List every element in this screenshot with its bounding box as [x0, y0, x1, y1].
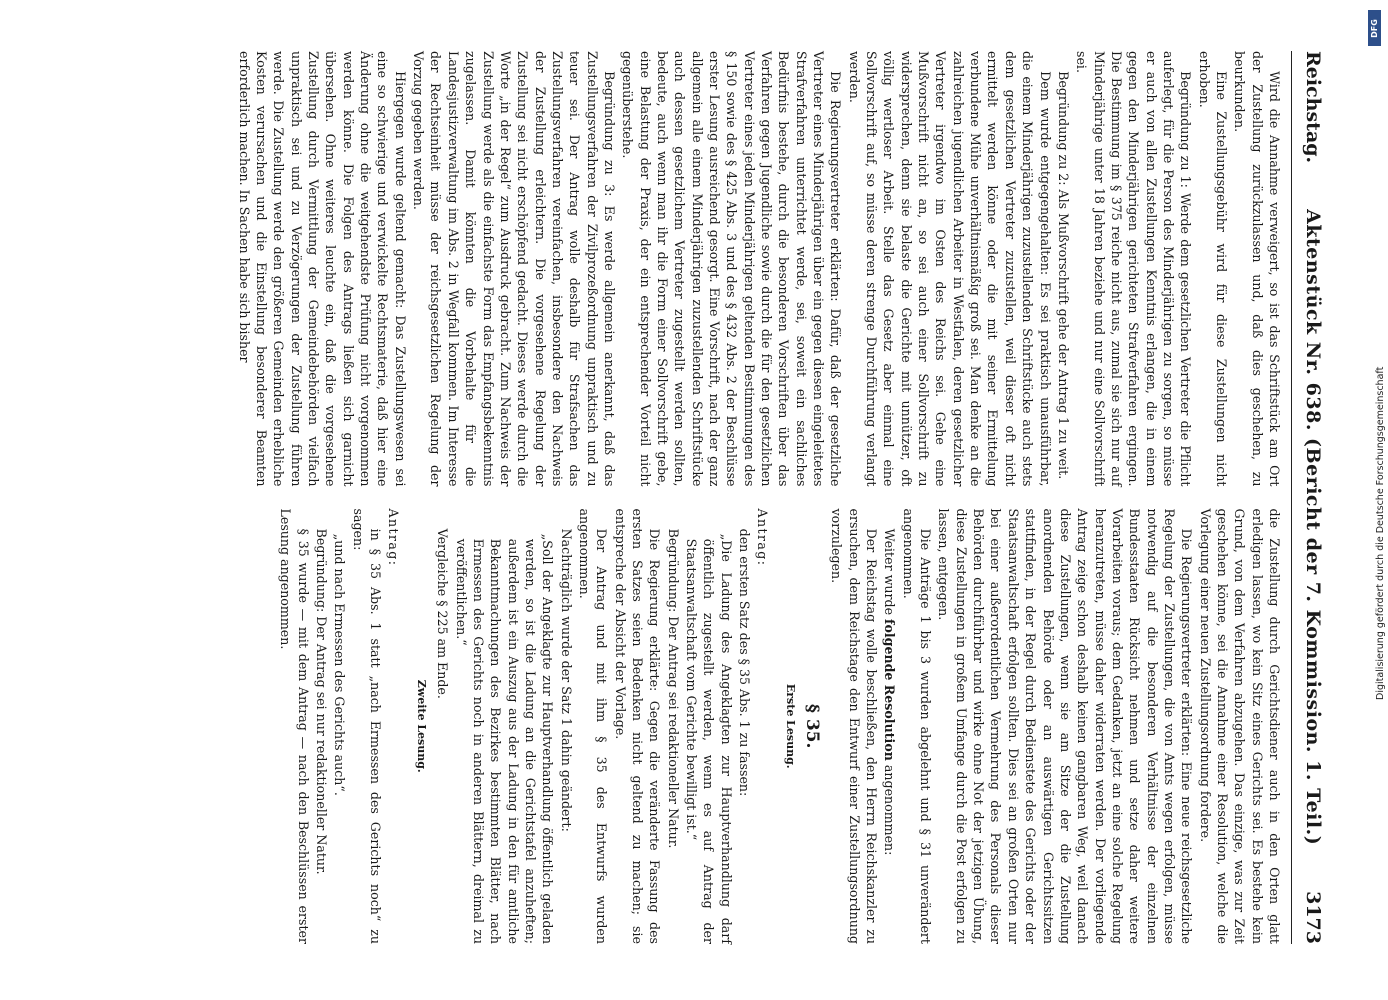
digitization-note: [1367, 20, 1386, 980]
paragraph: Hiergegen wurde geltend gemacht: Das Zustellungswesen sei eine so schwierige und verwickelte Rechtsmaterie, daß hier eine Änderung ohne die weitgehendste Prüfung nicht vorgenommen werden könne. Die Folgen des Antrags ließen sich garnicht übersehen. Ohne weiteres leuchte ein, daß die vorgesehene Zustellung durch Vermittlung der Gemeindebehörden vielfach unpraktisch sei und zu Verzögerungen der Zustellung führen werde. Die Zustellung werde den größeren Gemeinden erhebliche Kosten verursachen und die Einstellung besonderer Beamten erforderlich machen. In Sachen habe sich bisher: [236, 51, 408, 487]
paragraph: in § 35 Abs. 1 statt „nach Ermessen des Gerichts noch“ zu sagen:: [350, 508, 384, 944]
text-run: angenommen:: [882, 760, 898, 856]
page-viewport: [55, 45, 1330, 950]
quoted-text: „Die Ladung des Angeklagten zur Hauptverhandlung darf öffentlich zugestellt werden, wenn es auf Antrag der Staatsanwaltschaft vom Gerichte bewilligt ist.“: [684, 533, 734, 944]
paragraph: Begründung zu 3: Es werde allgemein anerkannt, daß das Zustellungsverfahren der Zivilprozeßordnung unpraktisch und zu teuer sei. Der Antrag wolle deshalb für Strafsachen das Zustellungsverfahren vereinfachen, insbesondere den Nachweis der Zustellung erleichtern. Die vorgesehene Regelung der Zustellung sei nicht erschöpfend gedacht. Dieses werde durch die Worte „in der Regel“ zum Ausdruck gebracht. Zum Nachweis der Zustellung werde als die einfachste Form das Empfangsbekenntnis zugelassen. Damit könnten die Vorbehalte für die Landesjustizverwaltung im Abs. 2 in Wegfall kommen. Im Interesse der Rechtseinheit müsse der reichsgesetzlichen Regelung der Vorzug gegeben werden.: [411, 51, 617, 487]
section-heading: § 35.: [802, 704, 823, 749]
digitization-note-text: Digitalisierung gefördert durch die Deutsche Forschungsgemeinschaft: [1375, 366, 1386, 700]
paragraph: Die Regierung erklärte: Gegen die veränderte Fassung des ersten Satzes seien Bedenken nicht geltend zu machen; sie entspreche der Absicht der Vorlage.: [612, 508, 663, 944]
header-left: Reichstag.: [1302, 51, 1324, 164]
quoted-text: „und nach Ermessen des Gerichts auch“.: [332, 533, 348, 796]
paragraph: Begründung: Der Antrag sei redaktioneller Natur.: [665, 528, 681, 849]
paragraph: Dem wurde entgegengehalten: Es sei praktisch unausführbar, die einem Minderjährigen zuzustellenden Schriftstücke auch stets dem gesetzlichen Vertreter zuzustellen, weil dieser oft nicht ermittelt werden könne oder die mit seiner Ermittelung verbundene Mühe unverhältnismäßig groß sei. Man denke an die zahlreichen jugendlichen Arbeiter in Westfalen, deren gesetzlicher Vertreter irgendwo im Osten des Reichs sei. Gehe eine Mußvorschrift nicht an, so sei auch einer Sollvorschrift zu widersprechen, denn sie belaste die Gerichte mit unnützer, oft völlig wertloser Arbeit. Stelle das Gesetz aber einmal eine Sollvorschrift auf, so müsse deren strenge Durchführung verlangt werden.: [846, 51, 1053, 487]
column-right: [73, 509, 1283, 945]
quoted-text: „Soll der Angeklagte zur Hauptverhandlung öffentlich geladen werden, so ist die Ladung an die Gerichtstafel anzuheften; außerdem ist ein Auszug aus der Ladung in den für amtliche Bekanntmachungen des Bezirkes bestimmten Blätter, nach Ermessen des Gerichts noch in anderen Blättern, dreimal zu veröffentlichen.“: [453, 533, 556, 944]
paragraph: Nachträglich wurde der Satz 1 dahin geändert:: [558, 528, 574, 832]
paragraph: Der Reichstag wolle beschließen, den Herrn Reichskanzler zu ersuchen, dem Reichstage den Entwurf einer Zustellungsordnung vorzulegen.: [829, 508, 880, 944]
paragraph: Der Antrag und mit ihm § 35 des Entwurfs wurden angenommen.: [576, 508, 610, 944]
paragraph: Vergleiche § 225 am Ende.: [435, 528, 451, 699]
antrag-label: Antrag:: [386, 508, 402, 567]
text-columns: [73, 51, 1283, 944]
resolution-label: folgende Resolution: [882, 619, 898, 761]
paragraph: die Zustellung durch Gerichtsdiener auch in den Orten glatt erledigen lassen, wo kein Sitz eines Gerichts sei. Es bestehe kein Grund, von dem Verfahren abzugehen. Das einzige, was zur Zeit geschehen könne, sei die Annahme einer Resolution, welche die Vorlegung einer neuen Zustellungsordnung fordere.: [1197, 508, 1282, 944]
paragraph: Die Regierungsvertreter erklärten: Dafür, daß der gesetzliche Vertreter eines Minderjährigen über ein gegen diesen eingeleitetes Strafverfahren unterrichtet werde, sei, soweit ein sachliches Bedürfnis bestehe, durch die besonderen Vorschriften über das Verfahren gegen Jugendliche sowie durch die für den gesetzlichen Vertreter eines jeden Minderjährigen geltenden Bestimmungen des § 150 sowie des § 425 Abs. 3 und des § 432 Abs. 2 der Beschlüsse erster Lesung ausreichend gesorgt. Eine Vorschrift, nach der ganz allgemein alle einem Minderjährigen zuzustellenden Schriftstücke auch dessen gesetzlichem Vertreter zugestellt werden sollten, bedeute, auch wenn man ihr die Form einer Sollvorschrift gebe, eine Belastung der Praxis, der ein entsprechender Vorteil nicht gegenüberstehe.: [620, 51, 844, 487]
reading-heading: Zweite Lesung.: [414, 679, 428, 773]
paragraph: Wird die Annahme verweigert, so ist das Schriftstück am Ort der Zustellung zurückzulassen und, daß dies geschehen, zu beurkunden.: [1232, 51, 1282, 487]
column-left: [73, 51, 1283, 487]
paragraph: den ersten Satz des § 35 Abs. 1 zu fassen:: [737, 528, 753, 797]
paragraph: Begründung: Der Antrag sei nur redaktioneller Natur.: [314, 528, 330, 875]
paragraph: § 35 wurde — mit dem Antrag — nach den Beschlüssen erster Lesung angenommen.: [278, 508, 311, 944]
paragraph: Die Anträge 1 bis 3 wurden abgelehnt und § 31 unverändert angenommen.: [900, 508, 934, 944]
text-run: Weiter wurde: [882, 528, 898, 620]
dfg-logo-badge: DFG: [1368, 10, 1381, 46]
paragraph: Begründung zu 2: Als Mußvorschrift gehe der Antrag 1 zu weit.: [1055, 71, 1071, 480]
reading-heading: Erste Lesung.: [783, 683, 797, 769]
antrag-label: Antrag:: [755, 508, 771, 567]
header-title: Aktenstück Nr. 638. (Bericht der 7. Kommission. 1. Teil.): [1302, 209, 1324, 846]
document-page: [55, 45, 1330, 950]
paragraph: Begründung zu 1: Werde dem gesetzlichen Vertreter die Pflicht auferlegt, für die Person des Minderjährigen zu sorgen, so müsse er auch von allen Zustellungen Kenntnis erlangen, die in einem gegen den Minderjährigen gerichteten Strafverfahren ergingen. Die Bestimmung im § 375 reiche nicht aus, zumal sie sich nur auf Minderjährige unter 18 Jahren beziehe und nur eine Sollvorschrift sei.: [1074, 51, 1194, 487]
page-header: [1291, 51, 1324, 944]
paragraph: Eine Zustellungsgebühr wird für diese Zustellungen nicht erhoben.: [1196, 51, 1229, 487]
paragraph: [881, 509, 898, 945]
paragraph: Die Regierungsvertreter erklärten: Eine neue reichsgesetzliche Regelung der Zustellungen, die von Amts wegen erfolgen, müsse notwendig auf die besonderen Verhältnisse der einzelnen Bundesstaaten Rücksicht nehmen und setze daher weitere Vorarbeiten voraus; dem Gedanken, jetzt an eine solche Regelung heranzutreten, müsse daher widerraten werden. Der vorliegende Antrag zeige schon deshalb keinen gangbaren Weg, weil danach diese Zustellungen, wenn sie am Sitze der die Zustellung anordnenden Behörde oder an auswärtigen Gerichtssitzen stattfinden, in der Regel durch Bedienstete des Gerichts oder der Staatsanwaltschaft erfolgen sollten. Dies sei an großen Orten nur bei einer außerordentlichen Vermehrung des Personals dieser Behörden durchführbar und wirke ohne Not der jetzigen Übung, diese Zustellungen in großem Umfange durch die Post erfolgen zu lassen, entgegen.: [936, 508, 1195, 944]
page-number: 3173: [1302, 891, 1324, 944]
